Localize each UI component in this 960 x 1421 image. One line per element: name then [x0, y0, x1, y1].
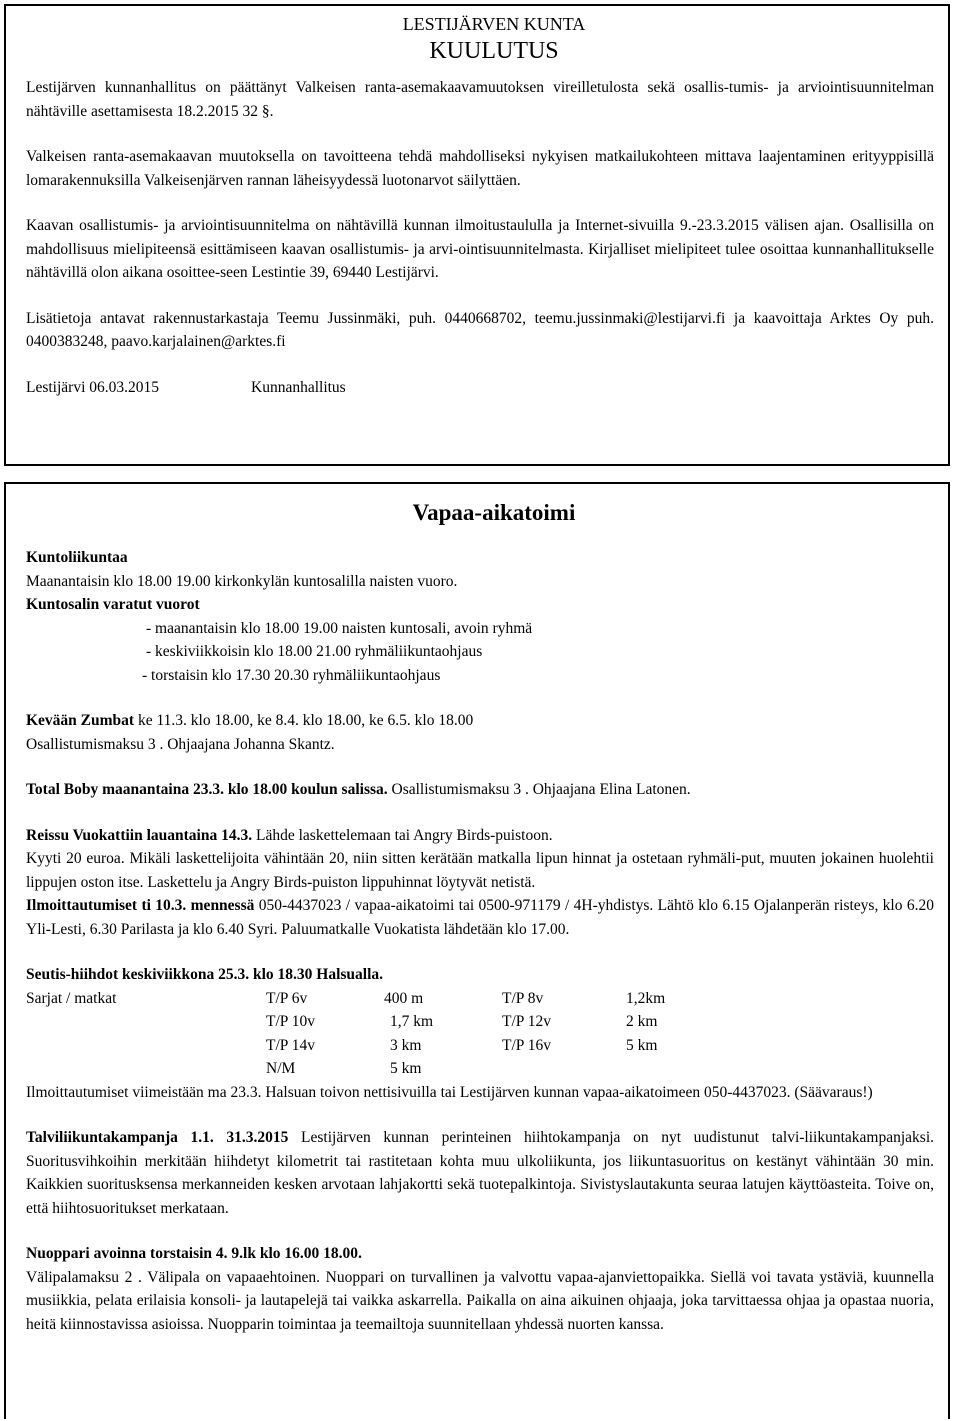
- series-cell: 1,7 km: [390, 1013, 434, 1030]
- series-cell: T/P 10v: [266, 1013, 315, 1030]
- kuntoliikunta-heading: Kuntoliikuntaa: [26, 549, 128, 566]
- kuntosali-item: - keskiviikkoisin klo 18.00 21.00 ryhmäliikuntaohjaus: [146, 643, 483, 660]
- reissu-details: Kyyti 20 euroa. Mikäli laskettelijoita vähintään 20, niin sitten kerätään matkalla lipun hinnat ja ostetaan ryhmäli-put, muuten jokainen huolehtii lippujen oston itse. Laskettelu ja Angry Birds-puiston lippuhinnat löytyvät netistä.: [26, 850, 934, 891]
- series-cell: N/M: [266, 1060, 296, 1077]
- zumba-line: [26, 709, 934, 733]
- series-cell: 3 km: [390, 1036, 422, 1054]
- place-date: Lestijärvi 06.03.2015: [26, 378, 160, 396]
- hiihto-heading: Seutis-hiihdot keskiviikkona 25.3. klo 18.30 Halsualla.: [26, 966, 384, 983]
- notice-box: [4, 4, 950, 466]
- series-cell: T/P 6v: [266, 989, 308, 1007]
- kuntosali-heading: Kuntosalin varatut vuorot: [26, 596, 200, 613]
- zumba-fee: Osallistumismaksu 3 . Ohjaajana Johanna Skantz.: [26, 735, 335, 753]
- hiihto-text: Ilmoittautumiset viimeistään ma 23.3. Halsuan toivon nettisivuilla tai Lestijärven kunnan vapaa-aikatoimeen 050-4437023. (Säävaraus!): [26, 1083, 873, 1101]
- talvi-paragraph: [26, 1126, 934, 1220]
- nuoppari-text: Välipalamaksu 2 . Välipala on vapaaehtoinen. Nuoppari on turvallinen ja valvottu vapaa-ajanviettopaikka. Siellä voi tavata ystäviä, kuunnella musiikkia, pelata erilaisia konsoli- ja lautapelejä tai vaikka askarrella. Paikalla on aina aikuinen ohjaaja, joka tarvittaessa ohjaa ja opastaa nuoria, heitä kiinnostavissa asioissa. Nuopparin toimintaa ja teemailtoja suunnitellaan yhdessä nuorten kanssa.: [26, 1268, 934, 1333]
- reissu-heading: Reissu Vuokattiin lauantaina 14.3.: [26, 826, 253, 844]
- leisure-title: Vapaa-aikatoimi: [412, 500, 576, 525]
- series-cell: T/P 12v: [502, 1013, 551, 1030]
- reissu-reg-text: 050-4437023 / vapaa-aikatoimi tai 0500-971179 / 4H-yhdistys. Lähtö klo 6.15 Ojalanperän risteys, klo 6.20 Yli-Lesti, 6.30 Parilasta ja klo 6.40 Syri. Paluumatkalle Vuokatista lähdetään klo 17.00.: [26, 897, 934, 938]
- signature-line: [26, 376, 934, 400]
- signer: Kunnanhallitus: [251, 378, 346, 396]
- series-cell: 400 m: [384, 989, 424, 1007]
- nuoppari-heading: Nuoppari avoinna torstaisin 4. 9.lk klo 16.00 18.00.: [26, 1245, 362, 1262]
- leisure-box: [4, 482, 950, 1419]
- table-row: [26, 1057, 665, 1081]
- reissu-registration: [26, 894, 934, 941]
- notice-content: [26, 12, 934, 399]
- reissu-text: Lähde laskettelemaan tai Angry Birds-puistoon.: [252, 826, 553, 844]
- leisure-content: [26, 494, 934, 1336]
- boby-heading: Total Boby maanantaina 23.3. klo 18.00 koulun salissa.: [26, 781, 388, 798]
- series-cell: 5 km: [390, 1060, 422, 1077]
- series-cell: T/P 16v: [502, 1036, 551, 1054]
- notice-paragraph-1: Lestijärven kunnanhallitus on päättänyt Valkeisen ranta-asemakaavamuutoksen vireilletulosta sekä osallis-tumis- ja arviointisuunnitelman nähtäville asettamisesta 18.2.2015 32 §.: [26, 79, 934, 120]
- talvi-text: Lestijärven kunnan perinteinen hiihtokampanja on nyt uudistunut talvi-liikuntakampanjaksi. Suoritusvihkoihin merkitään hiihdetyt kilometrit tai rastitetaan kohta muu ulkoliikunta, jos liikuntasuoritus on kestänyt vähintään 30 min. Kaikkien suoritusksensa merkanneiden kesken arvotaan lahjakortti sekä tuotepalkintoja. Sivistyslautakunta seuraa latujen käyttöasteita. Toive on, että hiihtosuoritukset merkataan.: [26, 1129, 935, 1217]
- notice-paragraph-3: Kaavan osallistumis- ja arviointisuunnitelma on nähtävillä kunnan ilmoitustaululla ja Internet-sivuilla 9.-23.3.2015 välisen ajan. Osallisilla on mahdollisuus mielipiteensä esittämiseen kaavan osallistumis- ja arvi-ointisuunnitelmasta. Kirjalliset mielipiteet tulee osoittaa kunnanhallitukselle nähtävillä olon aikana osoittee-seen Lestintie 39, 69440 Lestijärvi.: [26, 217, 934, 281]
- kuntoliikunta-text: Maanantaisin klo 18.00 19.00 kirkonkylän kuntosalilla naisten vuoro.: [26, 572, 458, 590]
- boby-line: [26, 778, 934, 802]
- table-row: [26, 1034, 665, 1058]
- series-cell: 5 km: [626, 1036, 658, 1054]
- notice-paragraph-4: Lisätietoja antavat rakennustarkastaja Teemu Jussinmäki, puh. 0440668702, teemu.jussinmaki@lestijarvi.fi ja kaavoittaja Arktes Oy puh. 0400383248, paavo.karjalainen@arktes.fi: [26, 309, 934, 350]
- series-cell: T/P 8v: [502, 989, 544, 1007]
- series-table: [26, 987, 665, 1081]
- talvi-heading: Talviliikuntakampanja 1.1. 31.3.2015: [26, 1129, 289, 1146]
- boby-text: Osallistumismaksu 3 . Ohjaajana Elina Latonen.: [387, 781, 691, 798]
- series-cell: 1,2km: [626, 989, 666, 1007]
- series-cell: T/P 14v: [266, 1036, 315, 1054]
- reissu-reg-heading: Ilmoittautumiset ti 10.3. mennessä: [26, 897, 255, 914]
- table-row: [26, 987, 665, 1011]
- table-row: [26, 1010, 665, 1034]
- series-label: Sarjat / matkat: [26, 989, 117, 1007]
- kuntosali-item: - torstaisin klo 17.30 20.30 ryhmäliikuntaohjaus: [142, 666, 441, 684]
- zumba-text: ke 11.3. klo 18.00, ke 8.4. klo 18.00, ke 6.5. klo 18.00: [134, 712, 474, 729]
- organization-name: LESTIJÄRVEN KUNTA: [402, 14, 586, 34]
- notice-title: KUULUTUS: [429, 38, 559, 64]
- series-cell: 2 km: [626, 1013, 658, 1030]
- notice-paragraph-2: Valkeisen ranta-asemakaavan muutoksella on tavoitteena tehdä mahdolliseksi nykyisen matkailukohteen mittava laajentaminen erityyppisillä lomarakennuksilla Valkeisenjärven rannan läheisyydessä luotonarvot säilyttäen.: [26, 148, 934, 189]
- kuntosali-item: - maanantaisin klo 18.00 19.00 naisten kuntosali, avoin ryhmä: [146, 619, 533, 637]
- reissu-line: [26, 824, 934, 848]
- zumba-heading: Kevään Zumbat: [26, 712, 135, 729]
